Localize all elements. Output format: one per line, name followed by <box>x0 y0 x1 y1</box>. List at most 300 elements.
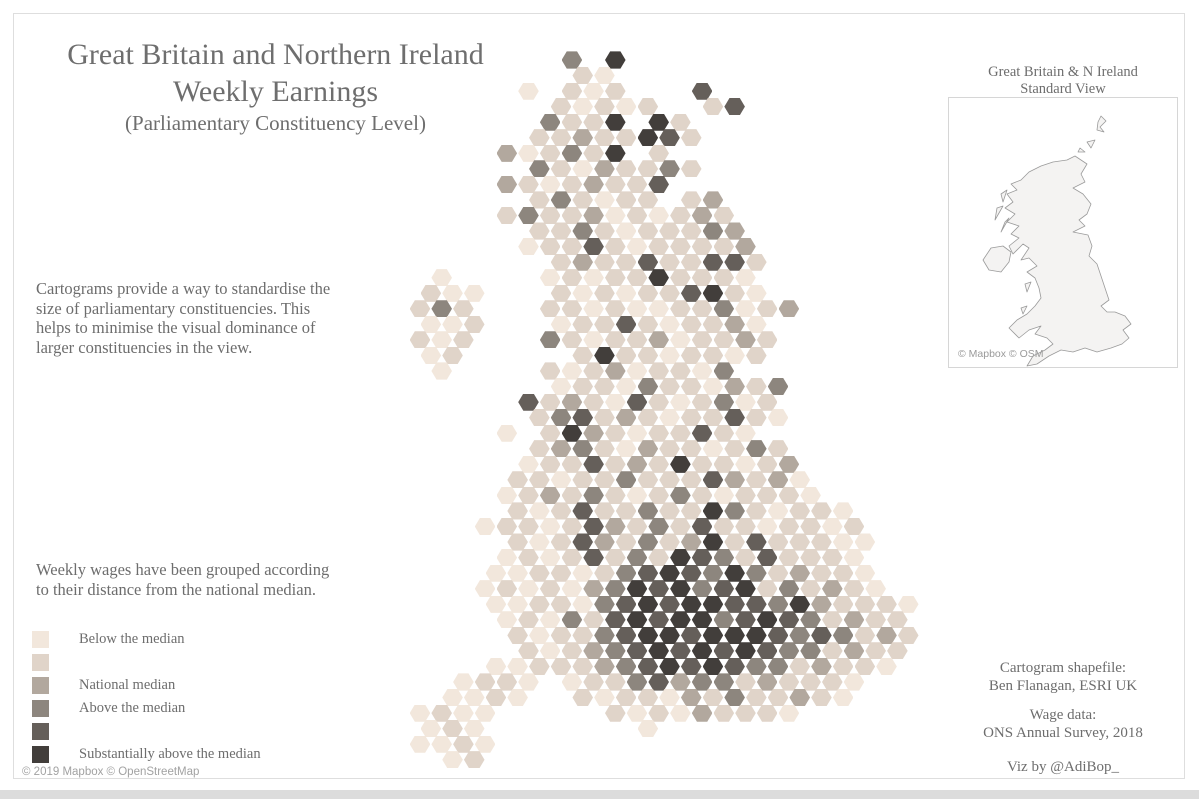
hex-cell[interactable] <box>605 362 626 379</box>
hex-cell[interactable] <box>724 285 745 302</box>
hex-cell[interactable] <box>540 518 561 535</box>
hex-cell[interactable] <box>833 596 854 613</box>
hex-cell[interactable] <box>551 409 572 426</box>
hex-cell[interactable] <box>670 394 691 411</box>
hex-cell[interactable] <box>746 347 767 364</box>
hex-cell[interactable] <box>540 269 561 286</box>
hex-cell[interactable] <box>551 222 572 239</box>
hex-cell[interactable] <box>779 549 800 566</box>
hex-cell[interactable] <box>616 222 637 239</box>
hex-cell[interactable] <box>616 160 637 177</box>
hex-cell[interactable] <box>681 129 702 146</box>
hex-cell[interactable] <box>572 471 593 488</box>
hex-cell[interactable] <box>648 269 669 286</box>
hex-cell[interactable] <box>638 440 659 457</box>
hex-cell[interactable] <box>779 456 800 473</box>
hex-cell[interactable] <box>605 425 626 442</box>
hex-cell[interactable] <box>594 316 615 333</box>
hex-cell[interactable] <box>497 673 518 690</box>
hex-cell[interactable] <box>746 502 767 519</box>
hex-cell[interactable] <box>605 580 626 597</box>
hex-cell[interactable] <box>572 440 593 457</box>
hex-cell[interactable] <box>670 425 691 442</box>
hex-cell[interactable] <box>605 331 626 348</box>
hex-cell[interactable] <box>648 549 669 566</box>
hex-cell[interactable] <box>518 518 539 535</box>
hex-cell[interactable] <box>518 580 539 597</box>
hex-cell[interactable] <box>876 596 897 613</box>
hex-cell[interactable] <box>876 627 897 644</box>
hex-cell[interactable] <box>475 580 496 597</box>
hex-cell[interactable] <box>475 673 496 690</box>
hex-cell[interactable] <box>703 658 724 675</box>
hex-cell[interactable] <box>692 269 713 286</box>
hex-cell[interactable] <box>583 394 604 411</box>
hex-cell[interactable] <box>724 627 745 644</box>
hex-cell[interactable] <box>616 285 637 302</box>
hex-cell[interactable] <box>659 471 680 488</box>
hex-cell[interactable] <box>638 502 659 519</box>
hex-cell[interactable] <box>529 409 550 426</box>
hex-cell[interactable] <box>681 502 702 519</box>
hex-cell[interactable] <box>583 145 604 162</box>
hex-cell[interactable] <box>681 191 702 208</box>
hex-cell[interactable] <box>887 611 908 628</box>
hex-cell[interactable] <box>746 471 767 488</box>
hex-cell[interactable] <box>670 331 691 348</box>
hex-cell[interactable] <box>583 362 604 379</box>
hex-cell[interactable] <box>583 673 604 690</box>
hex-cell[interactable] <box>648 331 669 348</box>
hex-cell[interactable] <box>724 502 745 519</box>
hex-cell[interactable] <box>714 518 735 535</box>
hex-cell[interactable] <box>497 580 518 597</box>
hex-cell[interactable] <box>800 549 821 566</box>
hex-cell[interactable] <box>638 378 659 395</box>
hex-cell[interactable] <box>616 627 637 644</box>
hex-cell[interactable] <box>475 705 496 722</box>
hex-cell[interactable] <box>735 238 756 255</box>
hex-cell[interactable] <box>724 409 745 426</box>
hex-cell[interactable] <box>648 642 669 659</box>
hex-cell[interactable] <box>735 425 756 442</box>
hex-cell[interactable] <box>518 176 539 193</box>
hex-cell[interactable] <box>605 549 626 566</box>
hex-cell[interactable] <box>605 83 626 100</box>
hex-cell[interactable] <box>410 331 431 348</box>
hex-cell[interactable] <box>572 347 593 364</box>
hex-cell[interactable] <box>757 300 778 317</box>
hex-cell[interactable] <box>714 207 735 224</box>
hex-cell[interactable] <box>529 191 550 208</box>
hex-cell[interactable] <box>486 596 507 613</box>
hex-cell[interactable] <box>757 611 778 628</box>
hex-cell[interactable] <box>833 658 854 675</box>
hex-cell[interactable] <box>540 207 561 224</box>
hex-cell[interactable] <box>551 316 572 333</box>
inset-standard-map[interactable] <box>948 97 1178 368</box>
hex-cell[interactable] <box>724 565 745 582</box>
hex-cell[interactable] <box>681 160 702 177</box>
hex-cell[interactable] <box>572 627 593 644</box>
hex-cell[interactable] <box>659 129 680 146</box>
hex-cell[interactable] <box>638 285 659 302</box>
hex-cell[interactable] <box>855 627 876 644</box>
hex-cell[interactable] <box>627 207 648 224</box>
hex-cell[interactable] <box>594 285 615 302</box>
hex-cell[interactable] <box>572 98 593 115</box>
hex-cell[interactable] <box>833 502 854 519</box>
hex-cell[interactable] <box>659 658 680 675</box>
hex-cell[interactable] <box>714 394 735 411</box>
hex-cell[interactable] <box>648 207 669 224</box>
hex-cell[interactable] <box>800 518 821 535</box>
hex-cell[interactable] <box>540 238 561 255</box>
hex-cell[interactable] <box>497 518 518 535</box>
hex-cell[interactable] <box>583 518 604 535</box>
hex-cell[interactable] <box>583 549 604 566</box>
hex-cell[interactable] <box>507 596 528 613</box>
hex-cell[interactable] <box>529 533 550 550</box>
hex-cell[interactable] <box>562 300 583 317</box>
hex-cell[interactable] <box>703 191 724 208</box>
hex-cell[interactable] <box>659 316 680 333</box>
hex-cell[interactable] <box>410 736 431 753</box>
hex-cell[interactable] <box>779 611 800 628</box>
hex-cell[interactable] <box>442 316 463 333</box>
hex-cell[interactable] <box>855 658 876 675</box>
hex-cell[interactable] <box>583 425 604 442</box>
hex-cell[interactable] <box>421 347 442 364</box>
hex-cell[interactable] <box>583 611 604 628</box>
hex-cell[interactable] <box>746 658 767 675</box>
hex-cell[interactable] <box>789 565 810 582</box>
hex-cell[interactable] <box>703 689 724 706</box>
hex-cell[interactable] <box>822 673 843 690</box>
hex-cell[interactable] <box>844 580 865 597</box>
inset-map-attribution[interactable]: © Mapbox © OSM <box>958 348 1044 360</box>
hex-cell[interactable] <box>442 751 463 768</box>
hex-cell[interactable] <box>768 378 789 395</box>
hex-cell[interactable] <box>692 487 713 504</box>
hex-cell[interactable] <box>594 191 615 208</box>
hex-cell[interactable] <box>453 736 474 753</box>
hex-cell[interactable] <box>692 394 713 411</box>
hex-cell[interactable] <box>421 316 442 333</box>
hex-cell[interactable] <box>735 580 756 597</box>
hex-cell[interactable] <box>562 207 583 224</box>
hex-cell[interactable] <box>551 254 572 271</box>
hex-cell[interactable] <box>551 160 572 177</box>
hex-cell[interactable] <box>735 456 756 473</box>
hex-cell[interactable] <box>605 705 626 722</box>
hex-cell[interactable] <box>692 83 713 100</box>
hex-cell[interactable] <box>703 533 724 550</box>
hex-cell[interactable] <box>779 642 800 659</box>
hex-cell[interactable] <box>757 673 778 690</box>
hex-cell[interactable] <box>518 238 539 255</box>
hex-cell[interactable] <box>540 611 561 628</box>
hex-cell[interactable] <box>464 689 485 706</box>
hex-cell[interactable] <box>648 425 669 442</box>
hex-cell[interactable] <box>659 160 680 177</box>
hex-cell[interactable] <box>714 331 735 348</box>
hex-cell[interactable] <box>627 394 648 411</box>
hex-cell[interactable] <box>638 627 659 644</box>
hex-cell[interactable] <box>442 689 463 706</box>
hex-cell[interactable] <box>789 533 810 550</box>
hex-cell[interactable] <box>681 285 702 302</box>
hex-cell[interactable] <box>844 549 865 566</box>
hex-cell[interactable] <box>648 580 669 597</box>
hex-cell[interactable] <box>518 394 539 411</box>
hex-cell[interactable] <box>811 533 832 550</box>
hex-cell[interactable] <box>659 285 680 302</box>
hex-cell[interactable] <box>692 362 713 379</box>
hex-cell[interactable] <box>562 176 583 193</box>
hex-cell[interactable] <box>681 471 702 488</box>
hex-cell[interactable] <box>789 471 810 488</box>
hex-cell[interactable] <box>789 627 810 644</box>
hex-cell[interactable] <box>638 565 659 582</box>
hex-cell[interactable] <box>562 425 583 442</box>
hex-cell[interactable] <box>681 533 702 550</box>
hex-cell[interactable] <box>572 533 593 550</box>
hex-cell[interactable] <box>757 580 778 597</box>
hex-cell[interactable] <box>583 269 604 286</box>
hex-cell[interactable] <box>529 596 550 613</box>
hex-cell[interactable] <box>703 596 724 613</box>
hex-cell[interactable] <box>562 673 583 690</box>
hex-cell[interactable] <box>605 207 626 224</box>
hex-cell[interactable] <box>757 394 778 411</box>
hex-cell[interactable] <box>681 222 702 239</box>
hex-cell[interactable] <box>616 658 637 675</box>
hex-cell[interactable] <box>648 611 669 628</box>
hex-cell[interactable] <box>627 549 648 566</box>
hex-cell[interactable] <box>464 285 485 302</box>
hex-cell[interactable] <box>648 518 669 535</box>
hex-cell[interactable] <box>648 114 669 131</box>
hex-cell[interactable] <box>638 129 659 146</box>
hex-cell[interactable] <box>768 658 789 675</box>
hex-cell[interactable] <box>616 502 637 519</box>
hex-cell[interactable] <box>594 98 615 115</box>
hex-cell[interactable] <box>670 642 691 659</box>
hex-cell[interactable] <box>692 580 713 597</box>
hex-cell[interactable] <box>594 565 615 582</box>
hex-cell[interactable] <box>692 425 713 442</box>
hex-cell[interactable] <box>616 689 637 706</box>
hex-cell[interactable] <box>648 487 669 504</box>
hex-cell[interactable] <box>779 673 800 690</box>
hex-cell[interactable] <box>746 378 767 395</box>
hex-cell[interactable] <box>703 378 724 395</box>
hex-cell[interactable] <box>627 300 648 317</box>
hex-cell[interactable] <box>638 596 659 613</box>
hex-cell[interactable] <box>724 533 745 550</box>
hex-cell[interactable] <box>757 642 778 659</box>
hex-cell[interactable] <box>551 191 572 208</box>
hex-cell[interactable] <box>540 394 561 411</box>
hex-cell[interactable] <box>497 425 518 442</box>
hex-cell[interactable] <box>659 533 680 550</box>
hex-cell[interactable] <box>714 673 735 690</box>
hex-cell[interactable] <box>638 222 659 239</box>
hex-cell[interactable] <box>887 642 908 659</box>
hex-cell[interactable] <box>724 471 745 488</box>
hex-cell[interactable] <box>616 440 637 457</box>
hex-cell[interactable] <box>562 269 583 286</box>
hex-cell[interactable] <box>638 316 659 333</box>
hex-cell[interactable] <box>507 471 528 488</box>
hex-cell[interactable] <box>746 689 767 706</box>
hex-cell[interactable] <box>681 409 702 426</box>
hex-cell[interactable] <box>746 440 767 457</box>
hex-cell[interactable] <box>659 409 680 426</box>
hex-cell[interactable] <box>714 362 735 379</box>
hex-cell[interactable] <box>518 487 539 504</box>
hex-cell[interactable] <box>746 285 767 302</box>
hex-cell[interactable] <box>648 238 669 255</box>
hex-cell[interactable] <box>638 160 659 177</box>
hex-cell[interactable] <box>811 596 832 613</box>
hex-cell[interactable] <box>529 440 550 457</box>
hex-cell[interactable] <box>648 145 669 162</box>
hex-cell[interactable] <box>703 98 724 115</box>
hex-cell[interactable] <box>431 362 452 379</box>
hex-cell[interactable] <box>714 549 735 566</box>
hex-cell[interactable] <box>757 518 778 535</box>
hex-cell[interactable] <box>768 440 789 457</box>
hex-cell[interactable] <box>865 642 886 659</box>
hex-cell[interactable] <box>594 596 615 613</box>
hex-cell[interactable] <box>627 362 648 379</box>
hex-cell[interactable] <box>714 238 735 255</box>
hex-cell[interactable] <box>898 596 919 613</box>
hex-cell[interactable] <box>833 565 854 582</box>
hex-cell[interactable] <box>605 176 626 193</box>
hex-cell[interactable] <box>822 642 843 659</box>
hex-cell[interactable] <box>453 300 474 317</box>
hex-cell[interactable] <box>616 565 637 582</box>
hex-cell[interactable] <box>724 378 745 395</box>
hex-cell[interactable] <box>540 331 561 348</box>
hex-cell[interactable] <box>714 487 735 504</box>
hex-cell[interactable] <box>627 580 648 597</box>
hex-cell[interactable] <box>562 549 583 566</box>
hex-cell[interactable] <box>659 222 680 239</box>
hex-cell[interactable] <box>605 51 626 68</box>
hex-cell[interactable] <box>681 627 702 644</box>
hex-cell[interactable] <box>529 471 550 488</box>
hex-cell[interactable] <box>507 502 528 519</box>
hex-cell[interactable] <box>703 409 724 426</box>
hex-cell[interactable] <box>638 471 659 488</box>
hex-cell[interactable] <box>724 316 745 333</box>
hex-cell[interactable] <box>692 331 713 348</box>
hex-cell[interactable] <box>572 67 593 84</box>
hex-cell[interactable] <box>616 347 637 364</box>
hex-cell[interactable] <box>594 658 615 675</box>
hex-cell[interactable] <box>529 658 550 675</box>
hex-cell[interactable] <box>638 720 659 737</box>
hex-cell[interactable] <box>757 705 778 722</box>
hex-cell[interactable] <box>518 145 539 162</box>
hex-cell[interactable] <box>648 394 669 411</box>
hex-cell[interactable] <box>594 627 615 644</box>
hex-cell[interactable] <box>779 580 800 597</box>
hex-cell[interactable] <box>768 502 789 519</box>
hex-cell[interactable] <box>811 627 832 644</box>
hex-cell[interactable] <box>518 83 539 100</box>
hex-cell[interactable] <box>724 254 745 271</box>
hex-cell[interactable] <box>464 751 485 768</box>
hex-cell[interactable] <box>627 611 648 628</box>
hex-cell[interactable] <box>638 409 659 426</box>
hex-cell[interactable] <box>475 518 496 535</box>
hex-cell[interactable] <box>638 347 659 364</box>
hex-cell[interactable] <box>692 611 713 628</box>
hex-cell[interactable] <box>659 565 680 582</box>
hex-cell[interactable] <box>497 176 518 193</box>
hex-cell[interactable] <box>724 689 745 706</box>
hex-cell[interactable] <box>605 238 626 255</box>
hex-cell[interactable] <box>605 642 626 659</box>
hex-cell[interactable] <box>572 160 593 177</box>
hex-cell[interactable] <box>648 300 669 317</box>
hex-cell[interactable] <box>822 580 843 597</box>
hex-cell[interactable] <box>833 533 854 550</box>
hex-cell[interactable] <box>572 596 593 613</box>
hex-cell[interactable] <box>583 114 604 131</box>
hex-cell[interactable] <box>768 471 789 488</box>
hex-cell[interactable] <box>768 565 789 582</box>
hex-cell[interactable] <box>486 565 507 582</box>
hex-cell[interactable] <box>562 611 583 628</box>
hex-cell[interactable] <box>779 705 800 722</box>
hex-cell[interactable] <box>518 549 539 566</box>
hex-cell[interactable] <box>746 409 767 426</box>
hex-cell[interactable] <box>735 518 756 535</box>
hex-cell[interactable] <box>486 658 507 675</box>
hex-cell[interactable] <box>594 129 615 146</box>
hex-cell[interactable] <box>703 440 724 457</box>
hex-cell[interactable] <box>616 98 637 115</box>
hex-cell[interactable] <box>648 673 669 690</box>
hex-cell[interactable] <box>572 129 593 146</box>
hex-cell[interactable] <box>572 409 593 426</box>
hex-cell[interactable] <box>681 596 702 613</box>
hex-cell[interactable] <box>616 533 637 550</box>
hex-cell[interactable] <box>605 300 626 317</box>
hex-cell[interactable] <box>898 627 919 644</box>
hex-cell[interactable] <box>833 689 854 706</box>
hex-cell[interactable] <box>627 487 648 504</box>
hex-cell[interactable] <box>659 254 680 271</box>
hex-cell[interactable] <box>540 362 561 379</box>
hex-cell[interactable] <box>551 533 572 550</box>
hex-cell[interactable] <box>616 471 637 488</box>
hex-cell[interactable] <box>670 518 691 535</box>
hex-cell[interactable] <box>583 83 604 100</box>
hex-cell[interactable] <box>735 642 756 659</box>
hex-cell[interactable] <box>562 487 583 504</box>
hex-cell[interactable] <box>594 222 615 239</box>
hex-cell[interactable] <box>540 114 561 131</box>
hex-cell[interactable] <box>562 518 583 535</box>
hex-cell[interactable] <box>811 565 832 582</box>
